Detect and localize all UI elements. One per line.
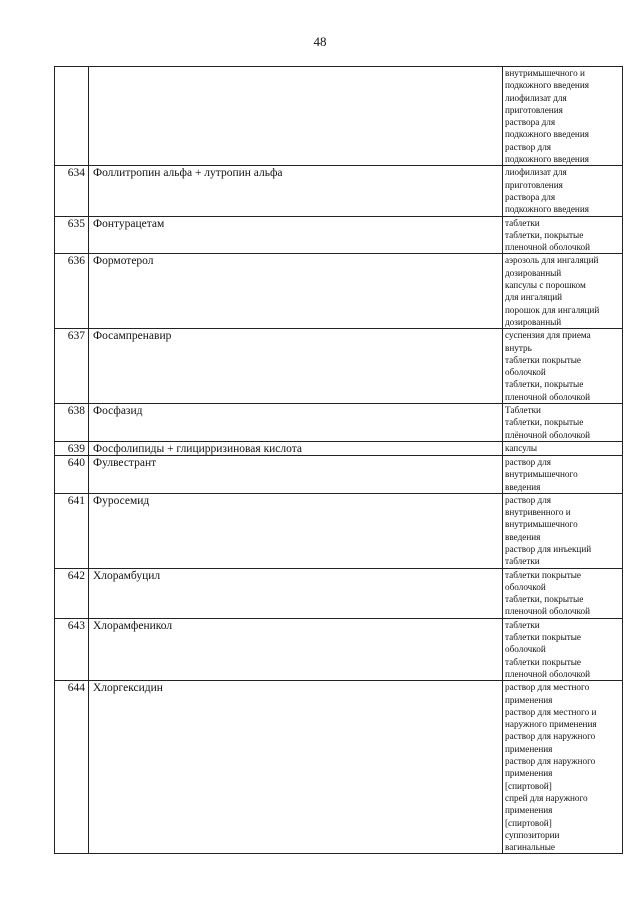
dosage-form-line: пленочной оболочкой (505, 242, 591, 253)
drug-name: Хлорамфеникол (89, 618, 503, 680)
dosage-form-line: применения (505, 694, 553, 705)
dosage-forms (503, 681, 623, 854)
dosage-form-line: внутримышечного и (505, 68, 585, 78)
dosage-form-line: таблетки, покрытые (505, 229, 584, 240)
row-number: 640 (55, 455, 89, 493)
table-row (55, 455, 623, 493)
dosage-forms (503, 166, 623, 216)
dosage-form-line: [спиртовой] (505, 780, 552, 791)
drug-name: Формотерол (89, 254, 503, 329)
dosage-form-line: таблетки (505, 619, 540, 630)
dosage-form-line: подкожного введения (505, 129, 589, 140)
table-row (55, 681, 623, 854)
dosage-form-line: внутримышечного (505, 469, 578, 480)
dosage-form-line: таблетки покрытые (505, 656, 582, 667)
drug-name (89, 67, 503, 166)
dosage-form-line: раствор для инъекций (505, 543, 592, 554)
dosage-form-line: раствор для (505, 141, 552, 152)
row-number: 643 (55, 618, 89, 680)
dosage-forms (503, 441, 623, 455)
dosage-form-line: таблетки (505, 217, 540, 228)
dosage-form-line: внутрь (505, 342, 532, 353)
drug-name: Фоллитропин альфа + лутропин альфа (89, 166, 503, 216)
dosage-forms (503, 455, 623, 493)
dosage-form-line: раствора для (505, 191, 556, 202)
dosage-form-line: таблетки покрытые (505, 632, 582, 643)
dosage-form-line: раствор для (505, 456, 552, 467)
dosage-form-line: Таблетки (505, 405, 541, 416)
table-row (55, 67, 623, 166)
dosage-form-line: таблетки, покрытые (505, 417, 584, 428)
dosage-form-line: раствор для местного (505, 682, 590, 693)
dosage-form-line: суппозитории (505, 829, 560, 840)
drug-name: Фосфолипиды + глицирризиновая кислота (89, 441, 503, 455)
dosage-form-line: пленочной оболочкой (505, 606, 591, 617)
row-number: 639 (55, 441, 89, 455)
dosage-form-line: дозированный (505, 316, 562, 327)
drug-name: Хлорамбуцил (89, 568, 503, 618)
dosage-form-line: плёночной оболочкой (505, 429, 591, 440)
row-number: 637 (55, 329, 89, 404)
dosage-form-line: применения (505, 768, 553, 779)
dosage-form-line: раствор для наружного (505, 756, 596, 767)
dosage-form-line: капсулы с порошком (505, 280, 586, 291)
dosage-forms (503, 329, 623, 404)
drug-name: Фуросемид (89, 493, 503, 568)
dosage-forms (503, 618, 623, 680)
dosage-form-line: дозированный (505, 267, 562, 278)
row-number: 642 (55, 568, 89, 618)
drug-table-body (55, 67, 623, 854)
dosage-form-line: таблетки покрытые (505, 354, 582, 365)
dosage-form-line: оболочкой (505, 644, 546, 655)
dosage-form-line: подкожного введения (505, 154, 589, 165)
table-row (55, 441, 623, 455)
dosage-forms (503, 216, 623, 254)
table-row (55, 329, 623, 404)
dosage-form-line: наружного применения (505, 719, 597, 730)
dosage-form-line: лиофилизат для (505, 167, 567, 178)
dosage-form-line: введения (505, 481, 541, 492)
drug-name: Фосфазид (89, 404, 503, 442)
dosage-form-line: раствор для (505, 494, 552, 505)
dosage-forms (503, 67, 623, 166)
row-number: 641 (55, 493, 89, 568)
dosage-form-line: применения (505, 805, 553, 816)
dosage-forms (503, 254, 623, 329)
dosage-form-line: капсулы (505, 442, 538, 453)
dosage-form-line: таблетки (505, 556, 540, 567)
drug-name: Фулвестрант (89, 455, 503, 493)
dosage-form-line: суспензия для приема (505, 330, 591, 341)
dosage-form-line: аэрозоль для ингаляций (505, 255, 599, 266)
dosage-forms (503, 404, 623, 442)
dosage-forms (503, 493, 623, 568)
dosage-forms (503, 568, 623, 618)
dosage-form-line: пленочной оболочкой (505, 668, 591, 679)
dosage-form-line: [спиртовой] (505, 817, 552, 828)
drug-name: Хлоргексидин (89, 681, 503, 854)
dosage-form-line: приготовления (505, 104, 563, 115)
table-row (55, 216, 623, 254)
drug-name: Фосампренавир (89, 329, 503, 404)
row-number: 634 (55, 166, 89, 216)
dosage-form-line: спрей для наружного (505, 792, 588, 803)
dosage-form-line: оболочкой (505, 581, 546, 592)
table-row (55, 404, 623, 442)
dosage-form-line: лиофилизат для (505, 92, 567, 103)
dosage-form-line: подкожного введения (505, 80, 589, 91)
dosage-form-line: раствора для (505, 117, 556, 128)
row-number: 635 (55, 216, 89, 254)
dosage-form-line: пленочной оболочкой (505, 391, 591, 402)
dosage-form-line: введения (505, 531, 541, 542)
drug-table (54, 66, 623, 854)
row-number: 644 (55, 681, 89, 854)
dosage-form-line: таблетки, покрытые (505, 379, 584, 390)
dosage-form-line: раствор для наружного (505, 731, 596, 742)
dosage-form-line: оболочкой (505, 367, 546, 378)
table-row (55, 493, 623, 568)
page-number: 48 (313, 34, 327, 49)
dosage-form-line: для ингаляций (505, 292, 563, 303)
drug-name: Фонтурацетам (89, 216, 503, 254)
dosage-form-line: таблетки покрытые (505, 569, 582, 580)
dosage-form-line: вагинальные (505, 842, 555, 853)
row-number: 638 (55, 404, 89, 442)
dosage-form-line: раствор для местного и (505, 706, 597, 717)
table-row (55, 568, 623, 618)
dosage-form-line: таблетки, покрытые (505, 594, 584, 605)
row-number (55, 67, 89, 166)
dosage-form-line: порошок для ингаляций (505, 304, 600, 315)
dosage-form-line: подкожного введения (505, 204, 589, 215)
dosage-form-line: внутримышечного (505, 519, 578, 530)
dosage-form-line: применения (505, 743, 553, 754)
dosage-form-line: приготовления (505, 179, 563, 190)
row-number: 636 (55, 254, 89, 329)
table-row (55, 166, 623, 216)
table-row (55, 618, 623, 680)
dosage-form-line: внутривенного и (505, 507, 571, 518)
table-row (55, 254, 623, 329)
